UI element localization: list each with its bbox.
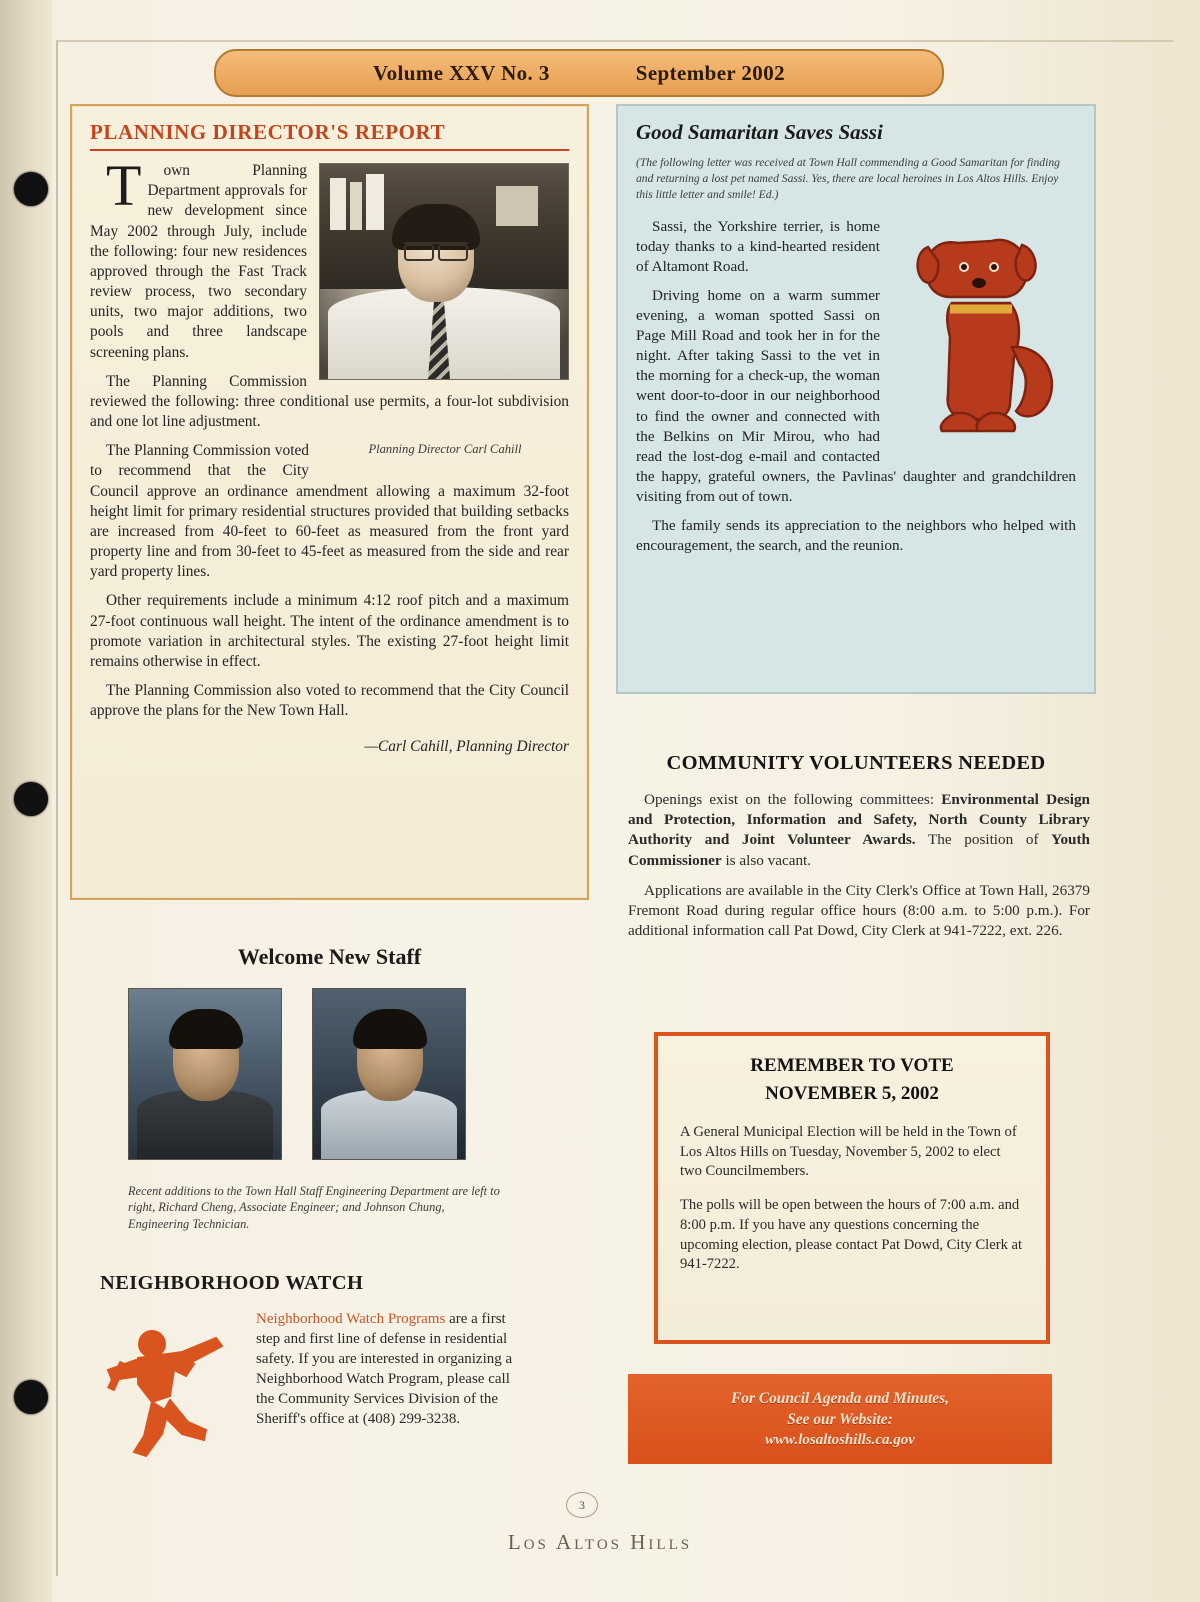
planning-paragraph-2: The Planning Commission reviewed the following: three conditional use permits, a four-lot subdivision and one lot line adjustment. bbox=[90, 372, 569, 431]
planning-directors-report-article bbox=[70, 104, 589, 900]
footer-title: Los Altos Hills bbox=[507, 1530, 693, 1554]
hole-punch-icon bbox=[14, 172, 48, 206]
planning-photo-caption: Planning Director Carl Cahill bbox=[368, 442, 522, 457]
vote-box-title bbox=[680, 1052, 1024, 1107]
planning-paragraph-1 bbox=[90, 153, 569, 363]
sassi-paragraph-1: Sassi, the Yorkshire terrier, is home today thanks to a kind-hearted resident of Altamont Road. bbox=[636, 217, 880, 276]
volunteers-text-a: Openings exist on the following committees: bbox=[644, 791, 942, 808]
staff-photo-richard-cheng bbox=[128, 988, 282, 1160]
vote-title-line1: REMEMBER TO VOTE bbox=[750, 1055, 954, 1076]
dog-illustration-icon bbox=[894, 217, 1076, 449]
vote-paragraph-2: The polls will be open between the hours of 7:00 a.m. and 8:00 p.m. If you have any questions concerning the upcoming election, please contact Pat Dowd, City Clerk at 941-7222. bbox=[680, 1197, 1023, 1273]
masthead-banner bbox=[214, 49, 944, 97]
sassi-paragraph-2: Driving home on a warm summer evening, a woman spotted Sassi on Page Mill Road and took her in for the night. After taking Sassi to the vet in the morning for a check-up, the woman went door-to-door in our neighborhood to find the owner and connected with the Belkins on Mir Mirou, who had read the lost-dog e-mail and contacted the happy, grateful owners, the Pavlinas' daughter and grandchildren visiting from out of town. bbox=[636, 287, 1076, 505]
neighborhood-watch-body: are a first step and first line of defense in residential safety. If you are interested in organizing a Neighborhood Watch Program, please call the Community Services Division of the Sheriff's office at (408) 299-3238. bbox=[256, 1311, 513, 1427]
photo-hair bbox=[169, 1009, 243, 1049]
vote-title-line2: NOVEMBER 5, 2002 bbox=[765, 1082, 939, 1104]
good-samaritan-article bbox=[616, 104, 1096, 694]
remember-to-vote-box bbox=[654, 1032, 1050, 1344]
staff-photo-johnson-chung bbox=[312, 988, 466, 1160]
volunteers-text-e: is also vacant. bbox=[721, 851, 812, 869]
website-banner-line1: For Council Agenda and Minutes, bbox=[731, 1389, 949, 1407]
sassi-editor-note: (The following letter was received at Town Hall commending a Good Samaritan for finding and returning a lost pet named Sassi. Yes, there are local heroines in Los Altos Hills. Enjoy this little letter and smile! Ed.) bbox=[636, 156, 1060, 201]
drop-cap: T bbox=[106, 153, 142, 218]
planning-paragraph-5: The Planning Commission also voted to recommend that the City Council approve the plans for the New Town Hall. bbox=[90, 682, 569, 720]
neighborhood-watch-text bbox=[256, 1310, 514, 1430]
planning-paragraph-1-text: own Planning Department approvals for new development since May 2002 through July, include the following: four new residences approved through the Fast Track review process, two secondary units, two major additions, two pools and three landscape screening plans. bbox=[90, 162, 307, 361]
website-banner[interactable] bbox=[628, 1374, 1052, 1464]
masthead-date: September 2002 bbox=[635, 60, 786, 85]
website-banner-line2: See our Website: bbox=[787, 1410, 893, 1428]
photo-hair bbox=[353, 1009, 427, 1049]
planning-report-body bbox=[90, 153, 569, 758]
hole-punch-icon bbox=[14, 1380, 48, 1414]
website-url-link[interactable]: www.losaltoshills.ca.gov bbox=[765, 1431, 915, 1448]
planning-paragraph-4: Other requirements include a minimum 4:12 roof pitch and a maximum 27-foot continuous wall height. The intent of the ordinance amendment is to promote variation in architectural styles. The existing 27-foot height limit remains otherwise in effect. bbox=[90, 592, 569, 670]
hole-punch-icon bbox=[14, 782, 48, 816]
vote-paragraph-1: A General Municipal Election will be held in the Town of Los Altos Hills on Tuesday, November 5, 2002 to elect two Councilmembers. bbox=[680, 1124, 1017, 1180]
welcome-new-staff-title: Welcome New Staff bbox=[237, 944, 422, 969]
community-volunteers-body bbox=[628, 790, 1090, 952]
masthead-volume: Volume XXV No. 3 bbox=[372, 60, 550, 85]
vote-box-body bbox=[680, 1123, 1024, 1275]
sassi-title: Good Samaritan Saves Sassi bbox=[636, 120, 883, 144]
neighborhood-watch-title: NEIGHBORHOOD WATCH bbox=[100, 1272, 364, 1294]
community-volunteers-title: COMMUNITY VOLUNTEERS NEEDED bbox=[666, 752, 1046, 774]
sassi-body bbox=[636, 217, 1076, 556]
volunteers-text-c: The position of bbox=[915, 831, 1052, 849]
planning-signoff: —Carl Cahill, Planning Director bbox=[364, 738, 569, 756]
running-man-icon bbox=[90, 1318, 240, 1468]
staff-photo-caption: Recent additions to the Town Hall Staff Engineering Department are left to right, Richard Cheng, Associate Engineer; and Johnson Chung, Engineering Technician. bbox=[128, 1184, 500, 1231]
neighborhood-watch-lead: Neighborhood Watch Programs bbox=[256, 1311, 446, 1327]
sassi-paragraph-3: The family sends its appreciation to the neighbors who helped with encouragement, the search, and the reunion. bbox=[636, 516, 1076, 554]
volunteers-paragraph-1 bbox=[628, 790, 1090, 871]
volunteers-committees: Environmental Design and Protection, Information and Safety, North County Library Authority and Joint Volunteer Awards. bbox=[628, 791, 1090, 849]
page-number-badge: 3 bbox=[566, 1492, 598, 1518]
volunteers-youth-commissioner: Youth Commissioner bbox=[628, 831, 1090, 869]
planning-report-title: PLANNING DIRECTOR'S REPORT bbox=[90, 120, 569, 151]
staff-photos bbox=[128, 988, 568, 1174]
planning-paragraph-3: The Planning Commission voted to recommend that the City Council approve an ordinance amendment allowing a maximum 32-foot height limit for primary residential structures provided that building setbacks are increased from 40-feet to 60-feet as measured from the front yard property line and from 30-feet to 45-feet as measured from the side and rear yard property lines. bbox=[90, 442, 569, 581]
volunteers-paragraph-2: Applications are available in the City Clerk's Office at Town Hall, 26379 Fremont Road during regular office hours (8:00 a.m. to 5:00 p.m.). For additional information call Pat Dowd, City Clerk at 941-7222, ext. 226. bbox=[628, 881, 1090, 940]
